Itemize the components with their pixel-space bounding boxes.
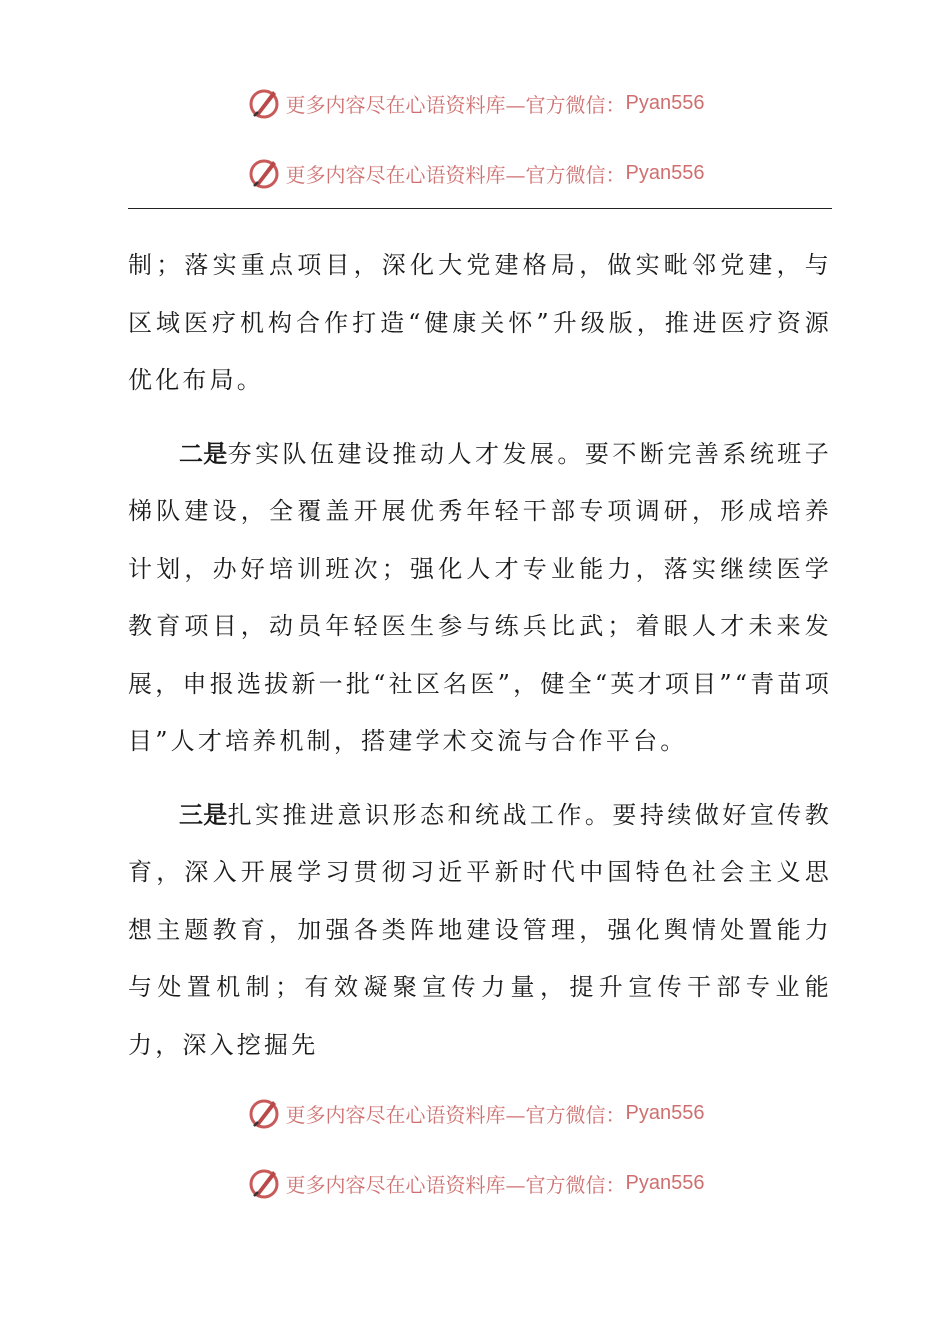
watermark-text: 更多内容尽在心语资料库—官方微信： (285, 92, 626, 117)
document-body (128, 237, 832, 1074)
watermark-text: 更多内容尽在心语资料库—官方微信： (285, 1172, 626, 1197)
watermark-header-1 (0, 83, 950, 123)
watermark-text: 更多内容尽在心语资料库—官方微信： (285, 1102, 626, 1127)
watermark-wechat-id: Pyan556 (625, 91, 705, 114)
watermark-wechat-id: Pyan556 (625, 1171, 705, 1194)
paragraph-lead: 二是 (179, 438, 228, 468)
quill-logo-icon (246, 155, 282, 191)
watermark-footer-1 (0, 1093, 950, 1133)
watermark-footer-2 (0, 1163, 950, 1203)
quill-logo-icon (246, 1095, 282, 1131)
paragraph-text: 扎实推进意识形态和统战工作。要持续做好宣传教育，深入开展学习贯彻习近平新时代中国特色社会主义思想主题教育，加强各类阵地建设管理，强化舆情处置能力与处置机制；有效凝聚宣传力量，提升宣传干部专业能力，深入挖掘先 (128, 800, 832, 1059)
quill-logo-icon (246, 85, 282, 121)
paragraph-text: 制；落实重点项目，深化大党建格局，做实毗邻党建，与区域医疗机构合作打造“健康关怀”升级版，推进医疗资源优化布局。 (128, 251, 832, 394)
watermark-wechat-id: Pyan556 (625, 1101, 705, 1124)
paragraph-text: 夯实队伍建设推动人才发展。要不断完善系统班子梯队建设，全覆盖开展优秀年轻干部专项调研，形成培养计划，办好培训班次；强化人才专业能力，落实继续医学教育项目，动员年轻医生参与练兵比武；着眼人才未来发展，申报选拔新一批“社区名医”，健全“英才项目”“青苗项目”人才培养机制，搭建学术交流与合作平台。 (128, 439, 832, 755)
watermark-header-2 (0, 153, 950, 193)
paragraph-point-two (128, 425, 832, 771)
paragraph-continuation (128, 237, 832, 410)
watermark-wechat-id: Pyan556 (625, 161, 705, 184)
quill-logo-icon (246, 1165, 282, 1201)
header-divider (128, 208, 832, 209)
paragraph-point-three (128, 786, 832, 1075)
paragraph-lead: 三是 (179, 799, 228, 829)
watermark-text: 更多内容尽在心语资料库—官方微信： (285, 162, 626, 187)
